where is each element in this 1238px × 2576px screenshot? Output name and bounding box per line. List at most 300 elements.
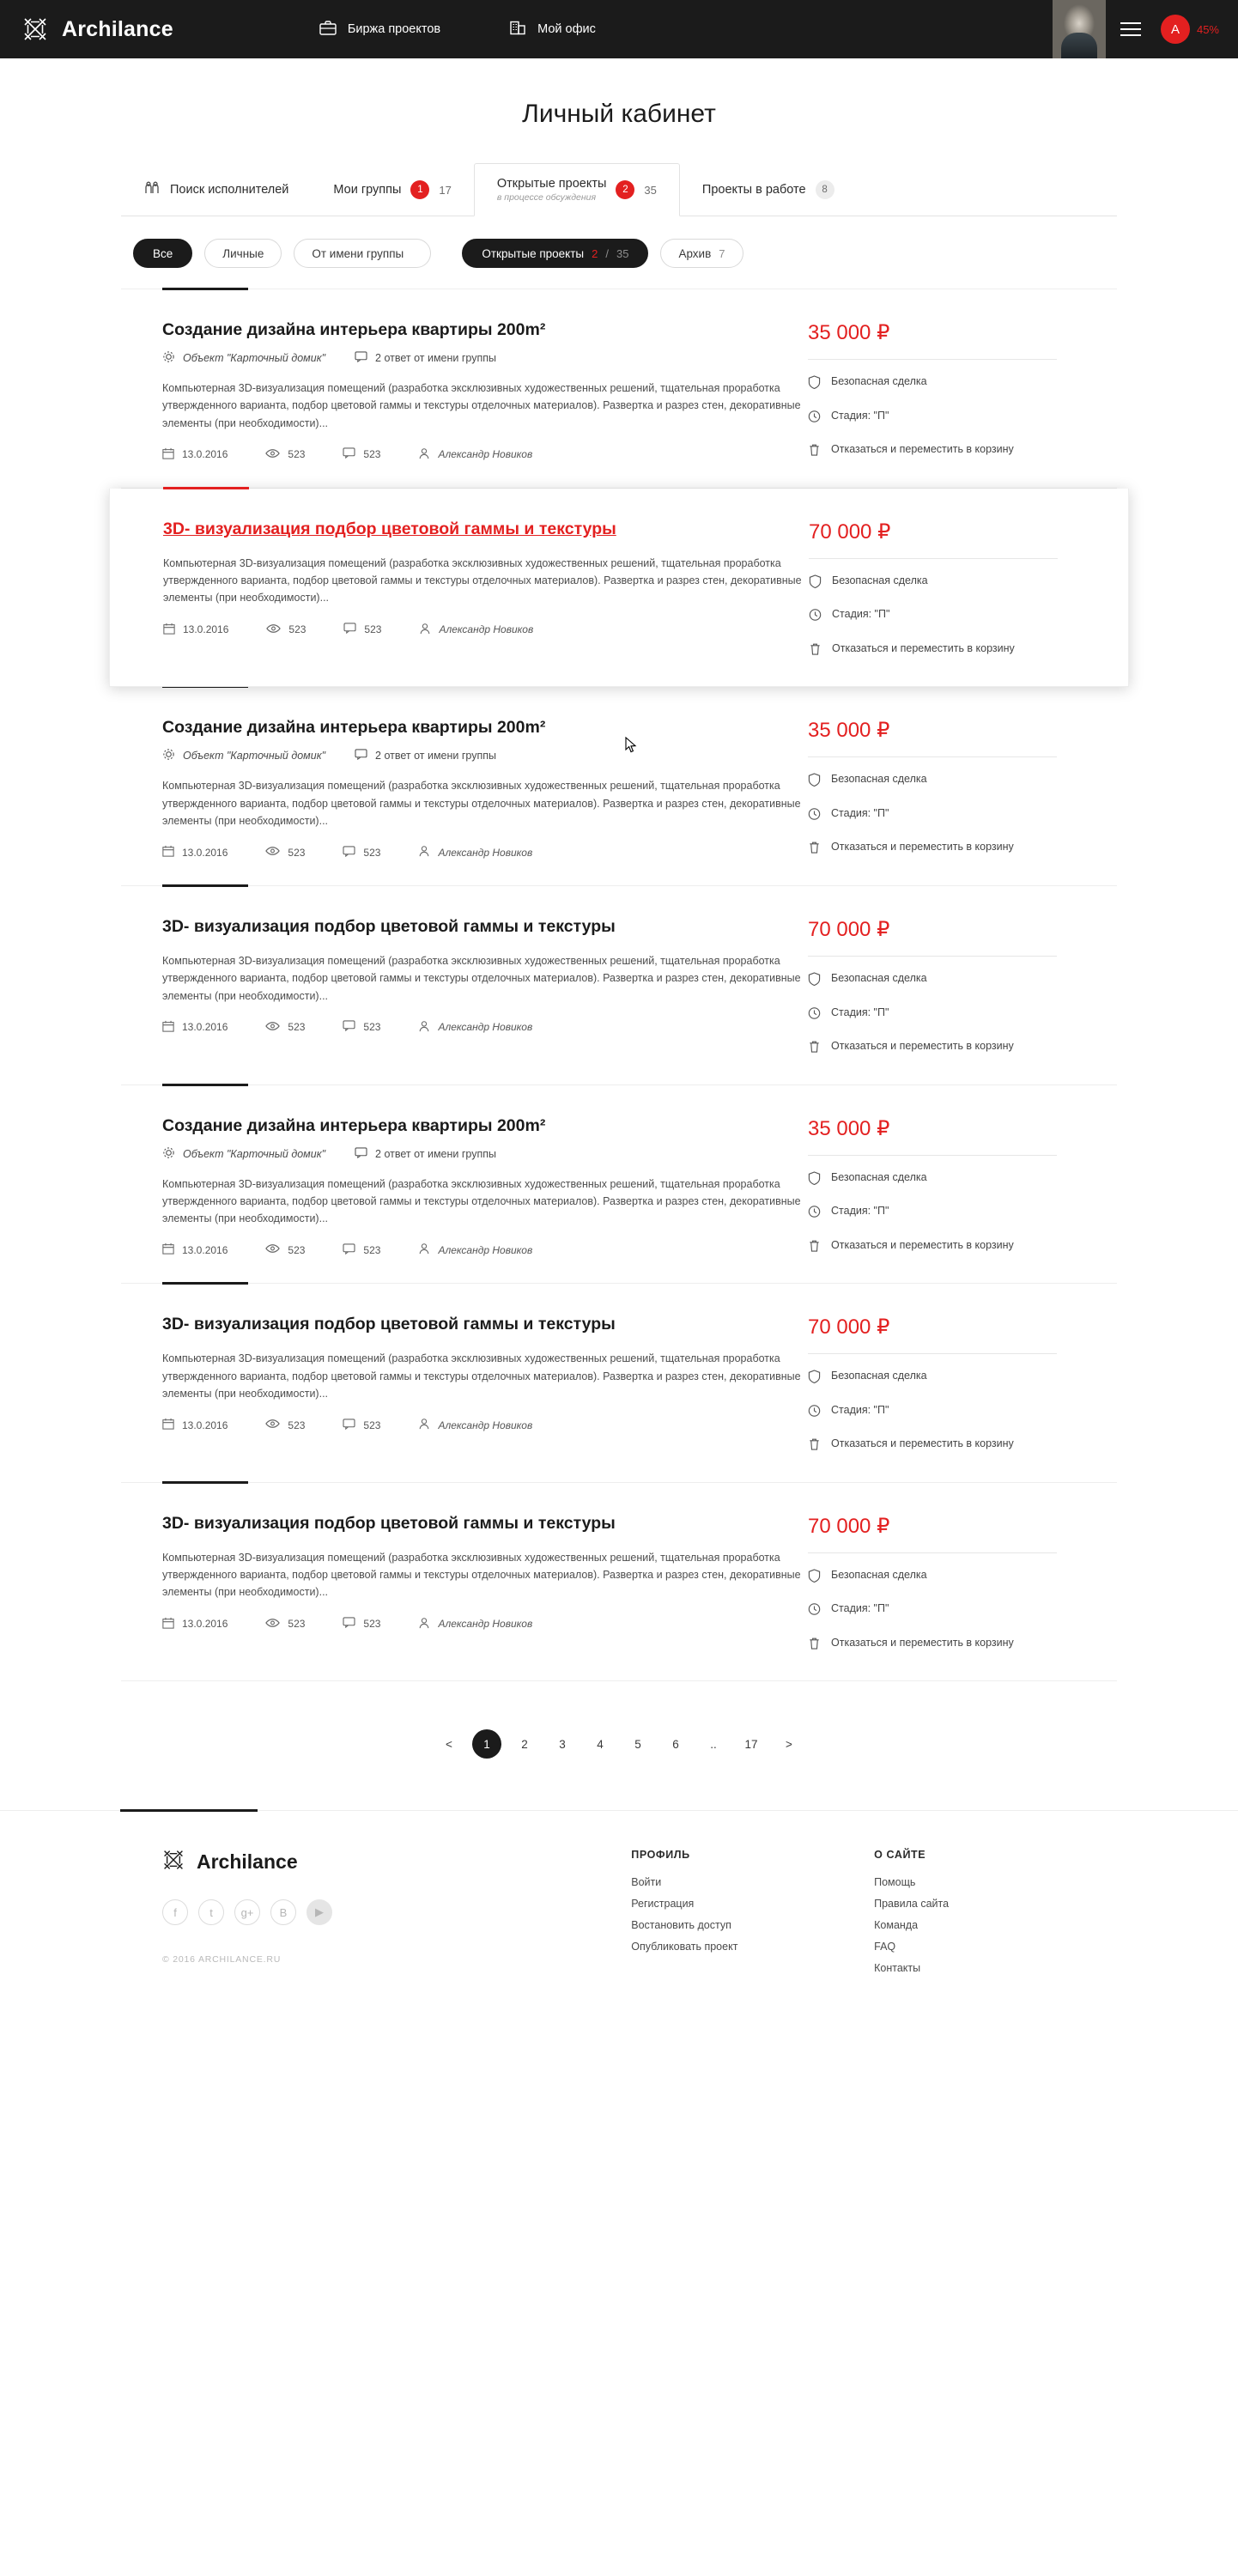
option-stage[interactable] (808, 1601, 1083, 1621)
stat-views (266, 623, 306, 636)
eye-icon (266, 623, 281, 636)
meta-group-label: 2 ответ от имени группы (375, 750, 497, 762)
project-description: Компьютерная 3D-визуализация помещений (разработка эксклюзивных художественных решений, тщательная проработка утвержденного варианта, подбор цветовой гаммы и текстуры отделочных материалов). Развертка и разрез стен, декоративные элементы (при необходимости)... (162, 1177, 801, 1224)
shield-icon (808, 773, 821, 792)
option-reject[interactable] (808, 1636, 1083, 1656)
footer-brand-block (162, 1849, 631, 1984)
pagination-next[interactable]: > (786, 1737, 792, 1751)
profile-completion: 45% (1196, 22, 1219, 36)
footer (0, 1810, 1238, 2032)
pagination-ellipsis: .. (710, 1737, 717, 1751)
stat-views (265, 1618, 305, 1631)
project-description: Компьютерная 3D-визуализация помещений (разработка эксклюзивных художественных решений, тщательная проработка утвержденного варианта, подбор цветовой гаммы и текстуры отделочных материалов). Развертка и разрез стен, декоративные элементы (при необходимости)... (162, 1352, 801, 1400)
comment-icon (343, 447, 355, 461)
user-photo[interactable] (1053, 0, 1106, 58)
stat-date-value: 13.0.2016 (182, 448, 228, 461)
gear-icon (162, 1146, 175, 1162)
nav-item-projects-exchange[interactable] (319, 21, 440, 39)
brand[interactable] (22, 16, 173, 42)
footer-link-login[interactable]: Войти (631, 1876, 662, 1889)
option-label: Безопасная сделка (832, 574, 928, 586)
trash-icon (809, 642, 822, 661)
avatar[interactable]: A (1161, 15, 1190, 44)
card-marker (162, 1481, 248, 1484)
card-stats (162, 1617, 799, 1631)
stat-author-value: Александр Новиков (438, 1419, 533, 1431)
card-right (799, 1315, 1083, 1456)
option-label: Безопасная сделка (831, 1170, 927, 1183)
eye-icon (265, 846, 280, 859)
stat-views-value: 523 (288, 1618, 306, 1630)
filter-label: Все (153, 246, 173, 260)
project-description: Компьютерная 3D-визуализация помещений (разработка эксклюзивных художественных решений, тщательная проработка утвержденного варианта, подбор цветовой гаммы и текстуры отделочных материалов). Развертка и разрез стен, декоративные элементы (при необходимости)... (162, 780, 801, 827)
stat-author-value: Александр Новиков (438, 1021, 533, 1034)
top-nav (319, 21, 596, 39)
project-card[interactable] (121, 1085, 1117, 1285)
stat-author (418, 1617, 532, 1631)
stat-views-value: 523 (288, 1419, 306, 1431)
card-right (799, 917, 1083, 1059)
stat-views-value: 523 (288, 448, 306, 461)
option-label: Отказаться и переместить в корзину (831, 1040, 1014, 1052)
project-title[interactable]: 3D- визуализация подбор цветовой гаммы и текстуры (162, 1315, 616, 1334)
eye-icon (265, 1618, 280, 1631)
card-left (121, 1514, 799, 1656)
option-stage[interactable] (808, 409, 1083, 428)
clock-icon (809, 608, 822, 627)
meta-group-label: 2 ответ от имени группы (375, 352, 497, 364)
meta-group (355, 749, 496, 762)
stat-date (162, 1617, 228, 1631)
price-currency: ₽ (877, 1315, 890, 1340)
stat-date-value: 13.0.2016 (182, 846, 228, 859)
tab-badge: 1 (410, 180, 429, 199)
stat-date (162, 447, 228, 462)
footer-link-help[interactable]: Помощь (874, 1876, 916, 1889)
trash-icon (808, 1239, 821, 1258)
price-currency: ₽ (877, 321, 890, 344)
menu-burger-icon[interactable] (1106, 22, 1156, 36)
user-icon (418, 447, 430, 462)
logo-icon (162, 1849, 185, 1875)
tab-search-performers[interactable] (121, 163, 311, 216)
option-stage[interactable] (808, 1403, 1083, 1423)
project-card[interactable] (121, 687, 1117, 886)
pagination-page-4[interactable]: 4 (597, 1737, 604, 1751)
meta-group (355, 351, 496, 365)
footer-link-register[interactable]: Регистрация (631, 1898, 695, 1911)
stat-author (418, 1242, 532, 1257)
tab-label: Поиск исполнителей (170, 183, 289, 197)
option-label: Отказаться и переместить в корзину (831, 1437, 1014, 1450)
card-stats (162, 1418, 799, 1432)
comment-icon (343, 1020, 355, 1034)
project-card[interactable] (121, 1483, 1117, 1682)
comment-icon (343, 846, 355, 860)
option-reject[interactable] (809, 641, 1083, 661)
stat-author-value: Александр Новиков (438, 1243, 533, 1256)
meta-object-label: Объект "Карточный домик" (183, 1147, 326, 1160)
comment-icon (343, 1617, 355, 1631)
price-value: 70 000 (808, 1514, 871, 1538)
option-label: Отказаться и переместить в корзину (831, 1636, 1014, 1649)
footer-brand-name: Archilance (197, 1850, 298, 1874)
top-right-area (1053, 0, 1238, 58)
footer-column-profile (631, 1849, 874, 1984)
reply-icon (355, 1147, 367, 1161)
card-meta (162, 748, 799, 763)
filter-label: Архив (678, 246, 712, 260)
filter-label: Личные (222, 246, 264, 260)
option-label: Безопасная сделка (831, 375, 927, 387)
option-label: Стадия: "П" (832, 608, 890, 621)
tab-my-groups[interactable] (311, 163, 473, 216)
project-price (808, 917, 1057, 957)
option-reject[interactable] (808, 1039, 1083, 1059)
pagination-page-17[interactable]: 17 (744, 1737, 758, 1751)
filter-count-red: 2 (592, 246, 598, 260)
project-description: Компьютерная 3D-визуализация помещений (разработка эксклюзивных художественных решений, тщательная проработка утвержденного варианта, подбор цветовой гаммы и текстуры отделочных материалов). Развертка и разрез стен, декоративные элементы (при необходимости)... (163, 556, 802, 605)
briefcase-icon (319, 21, 337, 39)
stat-comments-value: 523 (363, 1021, 381, 1034)
project-price (809, 519, 1058, 559)
comment-icon (343, 1243, 355, 1257)
stat-views (265, 1419, 305, 1431)
clock-icon (808, 1404, 821, 1423)
stat-comments-value: 523 (363, 1419, 381, 1431)
trash-icon (808, 1437, 821, 1456)
logo-icon (22, 16, 48, 42)
option-label: Стадия: "П" (831, 409, 889, 422)
stat-views-value: 523 (288, 623, 306, 635)
stat-author-value: Александр Новиков (438, 1618, 533, 1630)
stat-comments-value: 523 (363, 448, 381, 461)
pagination-page-2[interactable]: 2 (521, 1737, 528, 1751)
tab-sublabel: в процессе обсуждения (496, 192, 597, 203)
filter-label: От имени группы (312, 246, 404, 260)
option-reject[interactable] (808, 1437, 1083, 1456)
project-title[interactable]: 3D- визуализация подбор цветовой гаммы и текстуры (163, 519, 616, 538)
project-title[interactable]: 3D- визуализация подбор цветовой гаммы и текстуры (162, 917, 616, 936)
card-stats (163, 623, 800, 637)
option-label: Безопасная сделка (831, 1370, 927, 1382)
project-card[interactable] (121, 886, 1117, 1085)
shield-icon (808, 1171, 821, 1190)
stat-comments-value: 523 (363, 846, 381, 859)
pagination-prev[interactable]: < (446, 1737, 452, 1751)
price-value: 35 000 (808, 321, 871, 344)
calendar-icon (162, 1242, 174, 1257)
filter-open-projects[interactable] (462, 239, 648, 268)
stat-comments (343, 1243, 380, 1257)
price-currency: ₽ (877, 1116, 890, 1140)
trash-icon (808, 443, 821, 462)
card-stats (162, 845, 799, 860)
filter-label: Открытые проекты (482, 246, 585, 260)
project-card[interactable] (121, 1284, 1117, 1483)
trash-icon (808, 1637, 821, 1656)
card-right (799, 320, 1083, 462)
reply-icon (355, 749, 367, 762)
shield-icon (809, 574, 822, 593)
calendar-icon (162, 1020, 174, 1035)
youtube-icon[interactable]: ▶ (306, 1899, 332, 1925)
price-currency: ₽ (877, 1514, 890, 1538)
footer-link-team[interactable]: Команда (874, 1919, 919, 1932)
eye-icon (265, 1243, 280, 1256)
footer-link-publish-project[interactable]: Опубликовать проект (631, 1941, 738, 1953)
price-currency: ₽ (877, 719, 890, 743)
price-value: 70 000 (808, 1315, 871, 1340)
tab-label: Открытые проекты (496, 177, 607, 191)
card-meta (162, 1146, 799, 1162)
clock-icon (808, 1205, 821, 1224)
pagination-page-3[interactable]: 3 (559, 1737, 566, 1751)
nav-item-my-office[interactable] (509, 21, 596, 39)
card-meta (162, 350, 799, 366)
option-label: Стадия: "П" (831, 806, 889, 819)
user-icon (419, 623, 431, 637)
stat-date (162, 845, 228, 860)
social-links (162, 1899, 631, 1925)
user-icon (418, 1242, 430, 1257)
stat-comments-value: 523 (363, 1243, 381, 1256)
card-left (121, 1315, 799, 1456)
stat-author (418, 845, 532, 860)
content (121, 58, 1117, 1810)
calendar-icon (163, 623, 175, 637)
meta-object-label: Объект "Карточный домик" (183, 352, 326, 364)
option-stage[interactable] (808, 1204, 1083, 1224)
footer-link-rules[interactable]: Правила сайта (874, 1898, 950, 1911)
top-bar (0, 0, 1238, 58)
option-stage[interactable] (808, 806, 1083, 826)
stat-views-value: 523 (288, 1243, 306, 1256)
card-marker (162, 884, 248, 887)
comment-icon (343, 1419, 355, 1432)
filter-all[interactable] (133, 239, 192, 268)
stat-comments (343, 1617, 380, 1631)
tab-badge: 2 (616, 180, 634, 199)
facebook-icon[interactable]: f (162, 1899, 188, 1925)
footer-column-about (874, 1849, 1117, 1984)
project-title[interactable]: Создание дизайна интерьера квартиры 200m² (162, 718, 546, 738)
option-safe-deal[interactable] (808, 1568, 1083, 1588)
filter-archive[interactable] (660, 239, 743, 268)
meta-object (162, 1146, 325, 1162)
tab-label: Проекты в работе (701, 183, 806, 197)
twitter-icon[interactable]: t (198, 1899, 224, 1925)
eye-icon (265, 448, 280, 461)
price-value: 70 000 (808, 918, 871, 941)
footer-link-restore-access[interactable]: Востановить доступ (631, 1919, 731, 1932)
reply-icon (355, 351, 367, 365)
project-price (808, 1116, 1057, 1156)
shield-icon (808, 972, 821, 991)
gear-icon (162, 748, 175, 763)
stat-comments (343, 623, 381, 636)
tab-projects-in-work[interactable] (680, 163, 857, 216)
stat-author (419, 623, 533, 637)
option-safe-deal[interactable] (808, 772, 1083, 792)
card-stats (162, 1242, 799, 1257)
tab-count-badge: 8 (816, 180, 834, 199)
stat-date-value: 13.0.2016 (183, 623, 229, 635)
clock-icon (808, 410, 821, 428)
brand-name: Archilance (62, 16, 173, 41)
calendar-icon (162, 845, 174, 860)
card-right (799, 718, 1083, 860)
project-list (121, 289, 1117, 1681)
stat-date-value: 13.0.2016 (182, 1243, 228, 1256)
footer-column-title: О САЙТЕ (874, 1849, 926, 1862)
tab-open-projects[interactable] (474, 163, 680, 216)
filter-personal[interactable] (204, 239, 282, 268)
stat-author (418, 1418, 532, 1432)
card-left (122, 519, 800, 661)
card-marker (162, 1282, 248, 1285)
trash-icon (808, 1040, 821, 1059)
option-reject[interactable] (808, 442, 1083, 462)
option-reject[interactable] (808, 840, 1083, 860)
pagination-page-5[interactable]: 5 (634, 1737, 641, 1751)
stat-comments (343, 447, 380, 461)
gear-icon (162, 350, 175, 366)
option-safe-deal[interactable] (808, 1170, 1083, 1190)
stat-date-value: 13.0.2016 (182, 1021, 228, 1034)
stat-date (163, 623, 228, 637)
card-left (121, 718, 799, 860)
footer-link-faq[interactable]: FAQ (874, 1941, 896, 1953)
meta-object (162, 748, 325, 763)
stat-date-value: 13.0.2016 (182, 1419, 228, 1431)
option-safe-deal[interactable] (809, 574, 1083, 593)
calendar-icon (162, 447, 174, 462)
project-price (808, 718, 1057, 757)
stat-date (162, 1242, 228, 1257)
stat-views (265, 1243, 305, 1256)
stat-date (162, 1020, 228, 1035)
stat-author (418, 447, 532, 462)
clock-icon (808, 807, 821, 826)
comment-icon (343, 623, 356, 636)
filter-count-total: 35 (616, 246, 629, 260)
stat-comments-value: 523 (363, 1618, 381, 1630)
project-price (808, 1315, 1057, 1354)
page (0, 58, 1238, 2032)
project-card[interactable] (121, 289, 1117, 489)
stat-comments (343, 846, 380, 860)
meta-group (355, 1147, 496, 1161)
stat-author-value: Александр Новиков (439, 623, 534, 635)
stat-author (418, 1020, 532, 1035)
stat-views-value: 523 (288, 846, 306, 859)
project-card-highlighted[interactable] (109, 489, 1129, 688)
project-price (808, 1514, 1057, 1553)
option-label: Безопасная сделка (831, 773, 927, 786)
project-description: Компьютерная 3D-визуализация помещений (разработка эксклюзивных художественных решений, тщательная проработка утвержденного варианта, подбор цветовой гаммы и текстуры отделочных материалов). Развертка и разрез стен, декоративные элементы (при необходимости)... (162, 1551, 801, 1599)
card-left (121, 320, 799, 462)
option-label: Стадия: "П" (831, 1205, 889, 1217)
user-icon (418, 1418, 430, 1432)
card-marker (162, 288, 248, 290)
shield-icon (808, 1569, 821, 1588)
project-title[interactable]: Создание дизайна интерьера квартиры 200m² (162, 320, 546, 339)
clock-icon (808, 1602, 821, 1621)
stat-date-value: 13.0.2016 (182, 1618, 228, 1630)
meta-object-label: Объект "Карточный домик" (183, 750, 326, 762)
tab-count: 35 (644, 183, 657, 197)
option-label: Безопасная сделка (831, 1568, 927, 1581)
stat-comments (343, 1020, 380, 1034)
option-label: Отказаться и переместить в корзину (831, 841, 1014, 854)
clock-icon (808, 1006, 821, 1025)
user-icon (418, 1020, 430, 1035)
option-stage[interactable] (808, 1005, 1083, 1025)
footer-link-contacts[interactable]: Контакты (874, 1962, 921, 1975)
meta-group-label: 2 ответ от имени группы (375, 1147, 497, 1160)
page-title: Личный кабинет (522, 100, 716, 128)
calendar-icon (162, 1418, 174, 1432)
price-value: 70 000 (809, 519, 872, 544)
project-title[interactable]: 3D- визуализация подбор цветовой гаммы и текстуры (162, 1513, 616, 1533)
filter-count-sep: / (605, 246, 609, 260)
option-label: Безопасная сделка (831, 972, 927, 984)
option-stage[interactable] (809, 607, 1083, 627)
price-value: 35 000 (808, 1116, 871, 1140)
stat-author-value: Александр Новиков (438, 846, 533, 859)
option-reject[interactable] (808, 1238, 1083, 1258)
nav-item-label: Мой офис (537, 22, 596, 36)
avatar-area[interactable] (1161, 15, 1219, 44)
option-safe-deal[interactable] (808, 971, 1083, 991)
project-title[interactable]: Создание дизайна интерьера квартиры 200m² (162, 1115, 546, 1135)
behance-icon[interactable]: B (270, 1899, 296, 1925)
shield-icon (808, 1370, 821, 1388)
office-icon (509, 21, 526, 39)
price-currency: ₽ (877, 918, 890, 941)
card-right (799, 1116, 1083, 1258)
card-stats (162, 1020, 799, 1035)
price-value: 35 000 (808, 719, 871, 743)
main-tabs (121, 163, 1117, 216)
stat-views (265, 1021, 305, 1034)
project-description: Компьютерная 3D-визуализация помещений (разработка эксклюзивных художественных решений, тщательная проработка утвержденного варианта, подбор цветовой гаммы и текстуры отделочных материалов). Развертка и разрез стен, декоративные элементы (при необходимости)... (162, 955, 801, 1002)
meta-object (162, 350, 325, 366)
option-safe-deal[interactable] (808, 1369, 1083, 1388)
calendar-icon (162, 1617, 174, 1631)
nav-item-label: Биржа проектов (347, 22, 441, 36)
card-stats (162, 447, 799, 462)
card-marker (162, 1084, 248, 1086)
filter-row (121, 216, 1117, 289)
copyright: © 2016 ARCHILANCE.RU (162, 1954, 282, 1965)
user-icon (418, 845, 430, 860)
google-plus-icon[interactable]: g+ (234, 1899, 260, 1925)
footer-marker (120, 1809, 258, 1812)
pagination-page-1[interactable]: 1 (472, 1729, 501, 1759)
stat-views (265, 448, 305, 461)
option-label: Стадия: "П" (831, 1403, 889, 1416)
project-description: Компьютерная 3D-визуализация помещений (разработка эксклюзивных художественных решений, тщательная проработка утвержденного варианта, подбор цветовой гаммы и текстуры отделочных материалов). Развертка и разрез стен, декоративные элементы (при необходимости)... (162, 382, 801, 429)
people-icon (143, 181, 161, 198)
option-safe-deal[interactable] (808, 374, 1083, 394)
tab-count: 17 (439, 183, 452, 197)
user-icon (418, 1617, 430, 1631)
pagination-page-6[interactable]: 6 (672, 1737, 679, 1751)
card-right (799, 1514, 1083, 1656)
filter-on-behalf-of-group[interactable] (294, 239, 431, 268)
